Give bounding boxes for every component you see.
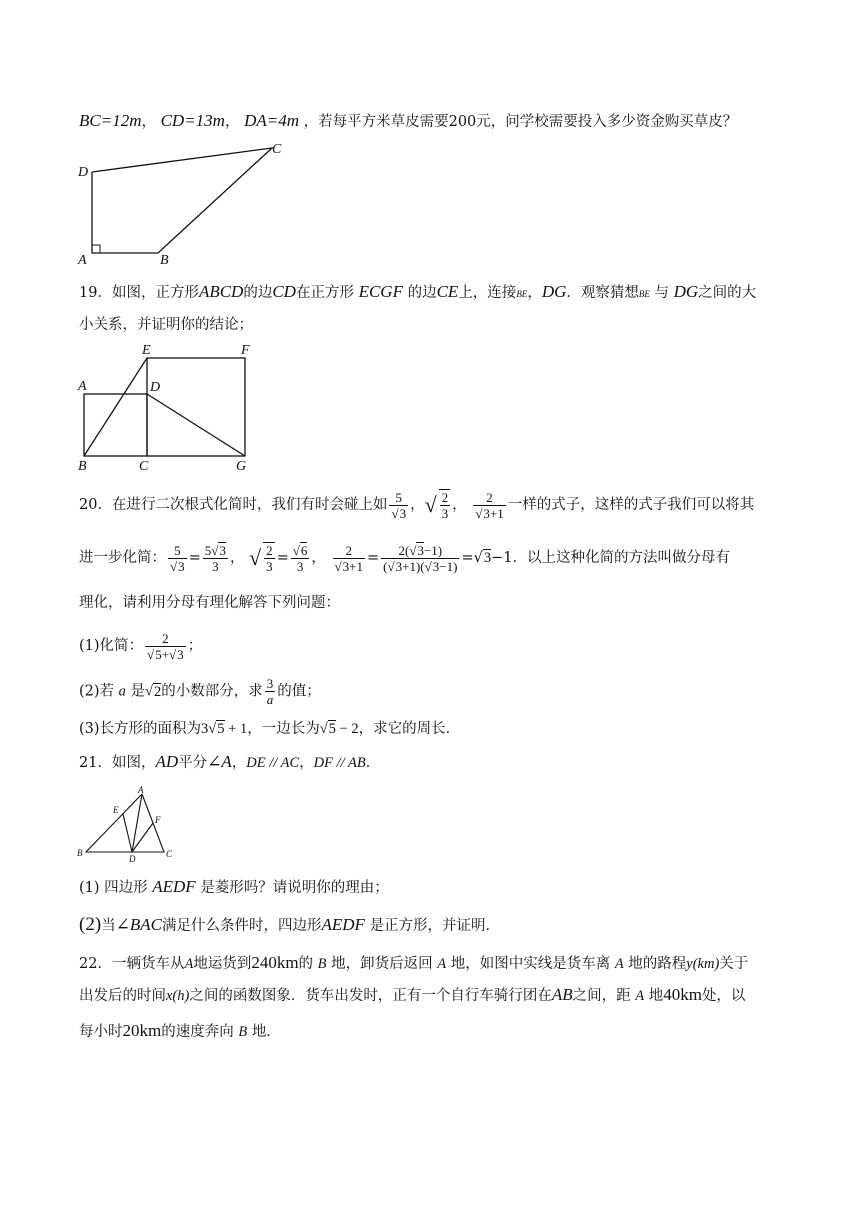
q20-p1-label: (1)化简：: [79, 638, 144, 654]
q21-text-d: ，: [299, 755, 314, 771]
label-a: A: [138, 785, 144, 795]
q18-cond-cd: CD=13m: [160, 111, 225, 130]
q20-p2-a: (2)若: [79, 683, 115, 700]
q21-p2-a: 当: [101, 918, 116, 934]
root-2-over-3: √: [424, 492, 437, 517]
q21-angle-bac: ∠BAC: [115, 915, 163, 934]
q21-p2-num: (2): [79, 914, 102, 935]
q20-part1: (1)化简： $\frac{2}{√5+√3}$ ；: [79, 630, 203, 662]
q22-b2: B: [238, 1024, 248, 1040]
q22-xh: x(h): [166, 988, 190, 1004]
q21-df-ab: DF // AB: [313, 755, 366, 771]
q19-line1: [79, 281, 800, 305]
q22-ykm: y(km): [686, 956, 720, 972]
q22-text-c: 的: [298, 956, 314, 972]
figure-18-quadrilateral: [74, 140, 294, 270]
q22-d40: 40km: [663, 985, 702, 1004]
q21-text-c: ，: [231, 755, 247, 771]
q19-text-h: 与: [654, 285, 669, 301]
q21-p1-b: 是菱形吗？请说明你的理由；: [200, 880, 389, 896]
q22-speed: 20km: [122, 1021, 162, 1040]
q19-text-a: 19．如图，正方形: [79, 285, 199, 301]
q21-aedf-2: AEDF: [321, 915, 365, 934]
q19-cd: CD: [272, 282, 296, 301]
q19-text-c: 在正方形: [295, 285, 354, 301]
q21-ad: AD: [155, 752, 179, 771]
q22-a1: A: [184, 956, 194, 972]
label-a: A: [78, 253, 87, 268]
q20-p3-a: (3)长方形的面积为: [79, 721, 202, 737]
q22-text-j: 之间，距: [572, 988, 631, 1004]
q20-part3: (3)长方形的面积为3√5 + 1，一边长为√5 − 2，求它的周长．: [79, 721, 461, 737]
q19-abcd: ABCD: [198, 282, 244, 301]
label-d: D: [150, 380, 161, 395]
q21-aedf: AEDF: [152, 877, 196, 896]
q19-be: BE: [516, 289, 528, 299]
q21-de-ac: DE // AC: [246, 755, 300, 771]
q18-question: ，若每平方米草皮需要200元，问学校需要投入多少资金购买草皮？: [303, 114, 738, 130]
q22-text-d: 地，卸货后返回: [331, 956, 433, 972]
q20-line2: 进一步化简： $\frac{5}{√3}$ = $\frac{5√3}{3}$ ， √ $\frac{2}{3}$ = $\frac{√6}{3}$ ， $\frac{2}{√3+1}$ = $\frac{2(√3-1)}{(√3+1)(√3-1)}$ =√3−1．以上这种化简的方法叫做分母有: [79, 542, 730, 574]
q19-text-g: ．观察猜想: [566, 285, 639, 301]
q22-text-h: 出发后的时间: [79, 988, 166, 1004]
q20-part2: (2)若 a 是√2的小数部分，求 $\frac{3}{a}$ 的值；: [79, 676, 321, 707]
label-b: B: [78, 459, 87, 474]
q22-a3: A: [614, 956, 624, 972]
label-a: A: [78, 379, 87, 394]
q19-text-d: 的边: [407, 285, 437, 301]
q19-text-e: 上，连接: [458, 285, 517, 301]
q22-line1: [79, 952, 800, 975]
frac-rationalized: $\frac{2(√3-1)}{(√3+1)(√3-1)}$: [383, 542, 458, 574]
q22-text-k: 地: [648, 988, 664, 1004]
label-f: F: [241, 343, 250, 358]
q22-ab: AB: [551, 985, 573, 1004]
q18-line: BC=12m， CD=13m， DA=4m ，若每平方米草皮需要200元，问学校需要投入多少资金购买草皮？: [79, 111, 738, 130]
q19-text-f: ，: [527, 285, 542, 301]
q22-a2: A: [437, 956, 447, 972]
q21-text-a: 21．如图，: [79, 755, 156, 771]
q21-part1: [79, 876, 800, 899]
q20-p3-b: ，一边长为: [247, 721, 320, 737]
q22-line3: [79, 1020, 800, 1043]
q19-text-i: 之间的大: [698, 285, 757, 301]
q18-cond-bc: BC=12m: [79, 111, 142, 130]
q22-text-g: 关于: [719, 956, 749, 972]
figure-19-squares: [74, 338, 264, 476]
q21-p1-a: (1) 四边形: [79, 880, 148, 896]
q22-text-n: 的速度奔向: [161, 1024, 234, 1040]
q20-p2-var: a: [118, 683, 126, 700]
q20-p2-c: 的小数部分，求: [161, 683, 263, 700]
q22-line2: [79, 984, 800, 1007]
label-b: B: [160, 253, 169, 268]
frac-2-over-root3-plus1: $\frac{2}{√3+1}$: [475, 489, 504, 521]
q19-dg-2: DG: [673, 282, 699, 301]
q19-text-b: 的边: [243, 285, 273, 301]
label-e: E: [142, 343, 151, 358]
q22-text-a: 22．一辆货车从: [79, 956, 185, 972]
q21-p2-c: 是正方形，并证明．: [369, 918, 501, 934]
q22-text-b: 地运货到: [193, 956, 252, 972]
q21-p2-b: 满足什么条件时，四边形: [162, 918, 322, 934]
q21-text-b: 平分: [178, 755, 208, 771]
label-b: B: [77, 848, 83, 858]
label-c: C: [272, 142, 282, 157]
label-e: E: [113, 805, 119, 815]
q22-b1: B: [317, 956, 327, 972]
q20-text-d: ．以上这种化简的方法叫做分母有: [512, 550, 730, 566]
q20-line1: 20．在进行二次根式化简时，我们有时会碰上如 $\frac{5}{√3}$ ，√ $\frac{2}{3}$ ， $\frac{2}{√3+1}$ 一样的式子，这样的式子我们可以将其: [79, 489, 755, 521]
q20-line3: 理化，请利用分母有理化解答下列问题：: [79, 595, 340, 611]
frac-2-over-root5-plus-root3: $\frac{2}{√5+√3}$: [147, 630, 184, 662]
q20-text-b: 一样的式子，这样的式子我们可以将其: [507, 497, 755, 513]
q18-cond-da: DA=4m: [244, 111, 299, 130]
q19-ecgf: ECGF: [358, 282, 403, 301]
q21-part2: [79, 914, 800, 937]
q20-text-c: 进一步化简：: [79, 550, 166, 566]
q19-be-2: BE: [638, 289, 650, 299]
q22-text-f: 地的路程: [628, 956, 687, 972]
q22-text-l: 处，以: [701, 988, 746, 1004]
q22-text-o: 地．: [251, 1024, 281, 1040]
q22-dist: 240km: [251, 953, 299, 972]
q21-text-e: ．: [365, 755, 381, 771]
q21-angle-a: ∠A: [207, 752, 232, 771]
q22-text-e: 地，如图中实线是货车离: [450, 956, 611, 972]
label-d: D: [78, 165, 89, 180]
q20-p2-b: 是: [130, 683, 146, 700]
q20-text-a: 20．在进行二次根式化简时，我们有时会碰上如: [79, 497, 388, 513]
q20-p3-c: ，求它的周长．: [358, 721, 461, 737]
q22-text-m: 每小时: [79, 1024, 123, 1040]
label-d: D: [129, 854, 136, 864]
q19-dg: DG: [541, 282, 567, 301]
label-c: C: [166, 849, 173, 859]
label-c: C: [139, 459, 149, 474]
label-g: G: [236, 459, 247, 474]
q21-line1: [79, 751, 800, 774]
q22-text-i: 之间的函数图象．货车出发时，正有一个自行车骑行团在: [189, 988, 552, 1004]
q19-line2: 小关系，并证明你的结论；: [79, 317, 253, 333]
label-f: F: [155, 815, 161, 825]
q22-a4: A: [635, 988, 645, 1004]
figure-21-triangle: [74, 782, 194, 866]
q19-ce: CE: [436, 282, 459, 301]
q20-p2-d: 的值；: [277, 683, 321, 700]
frac-5-over-root3: $\frac{5}{√3}$: [391, 489, 407, 521]
